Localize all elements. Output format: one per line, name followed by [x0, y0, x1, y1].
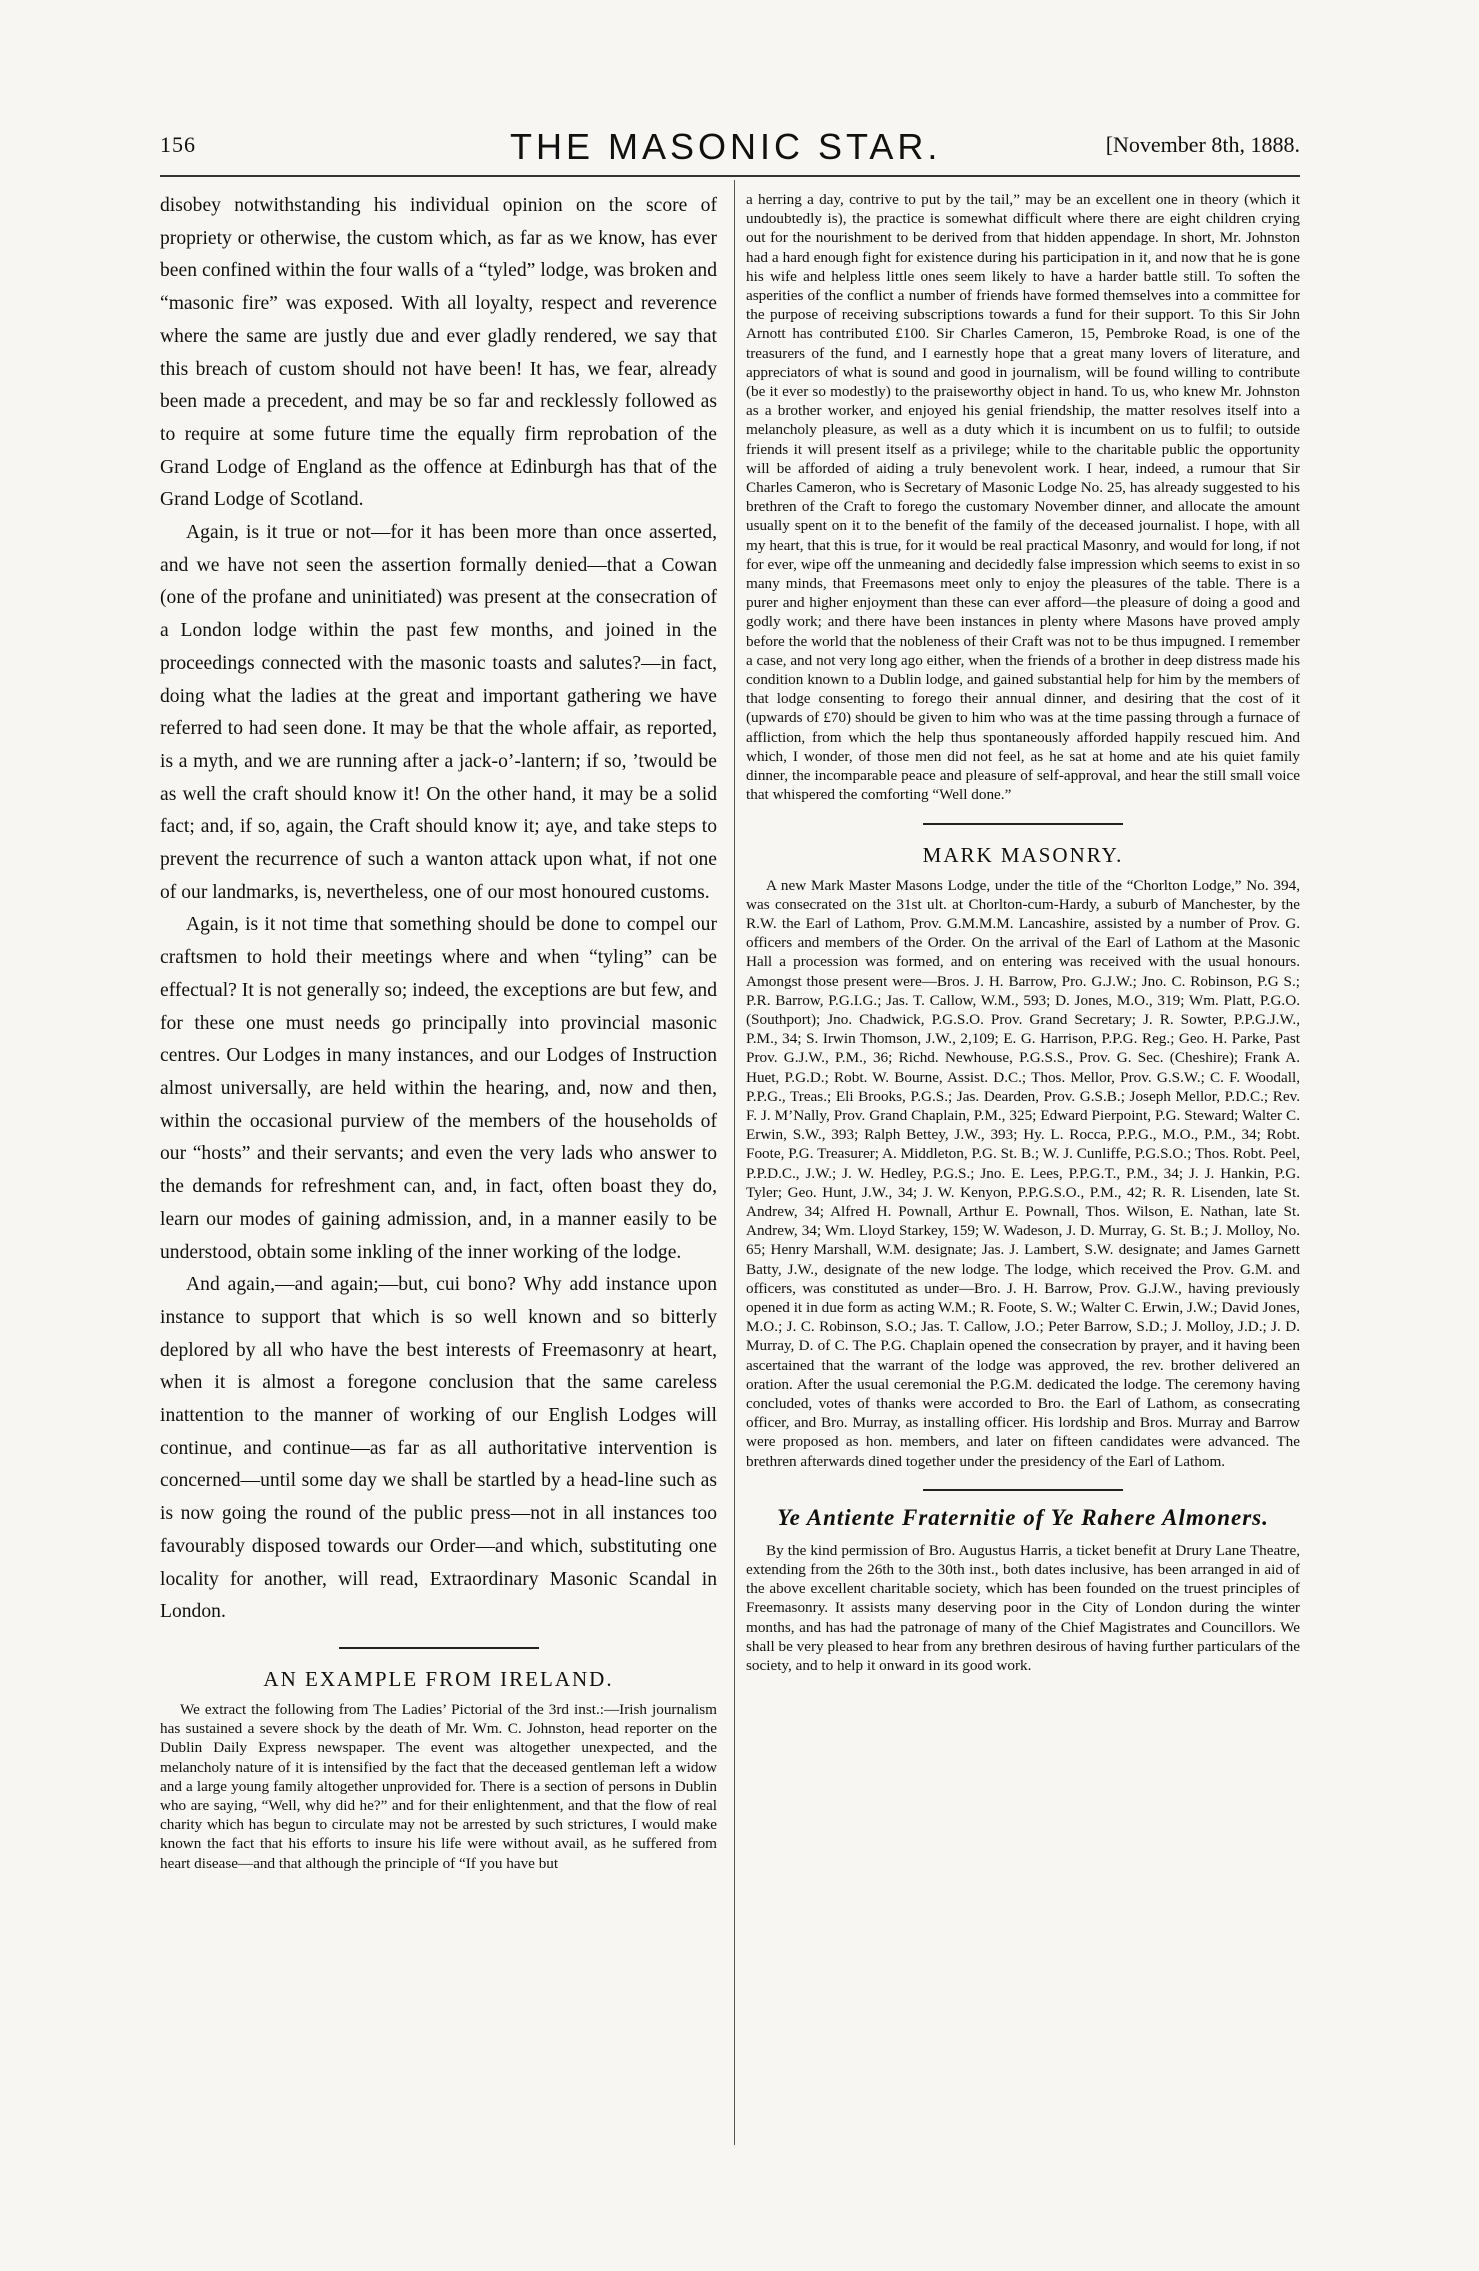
- ireland-heading: AN EXAMPLE FROM IRELAND.: [263, 1666, 614, 1691]
- almoners-paragraph: By the kind permission of Bro. Augustus Harris, a ticket benefit at Drury Lane Theatre, extending from the 26th to the 30th inst., both dates inclusive, has been arranged in aid of the above excellent charitable society, which has been founded on the truest principles of Freemasonry. It assists many deserving poor in the City of London during the winter months, and has had the patronage of many of the Chief Magistrates and Councillors. We shall be very pleased to hear from any brethren desirous of having further particulars of the society, and to help it onward in its good work.: [746, 1541, 1300, 1675]
- article-paragraph: Again, is it true or not—for it has been more than once asserted, and we have not seen the assertion formally denied—that a Cowan (one of the profane and uninitiated) was present at the consecration of a London lodge within the past few months, and joined in the proceedings connected with the masonic toasts and salutes?—in fact, doing what the ladies at the great and important gathering we have referred to had seen done. It may be that the whole affair, as reported, is a myth, and we are running after a jack-o’-lantern; if so, ’twould be as well the craft should know it! On the other hand, it may be a solid fact; and, if so, again, the Craft should know it; aye, and take steps to prevent the recurrence of such a wanton attack upon what, if not one of our landmarks, is, nevertheless, one of our most honoured customs.: [160, 522, 717, 903]
- mark-masonry-paragraph: A new Mark Master Masons Lodge, under the title of the “Chorlton Lodge,” No. 394, was consecrated on the 31st ult. at Chorlton-cum-Hardy, a suburb of Manchester, by the R.W. the Earl of Lathom, Prov. G.M.M.M. Lancashire, assisted by a number of Prov. G. officers and members of the Order. On the arrival of the Earl of Lathom at the Masonic Hall a procession was formed, and on entering was received with the usual honours. Amongst those present were—Bros. J. H. Barrow, Pro. G.J.W.; Jno. C. Robinson, P.G S.; P.R. Barrow, P.G.I.G.; Jas. T. Callow, W.M., 593; D. Jones, M.O., 319; Wm. Platt, P.G.O. (Southport); Jno. Chadwick, P.G.S.O. Prov. Grand Secretary; J. R. Sowter, P.P.G.J.W., P.M., 34; S. Irwin Thomson, J.W., 2,109; E. G. Harrison, P.P.G. Reg.; Geo. H. Parke, Past Prov. G.J.W., P.M., 36; Richd. Newhouse, P.G.S.S., Prov. G. Sec. (Cheshire); Frank A. Huet, P.G.D.; Robt. W. Bourne, Assist. D.C.; Thos. Mellor, Prov. G.S.W.; C. F. Woodall, P.P.G., Treas.; Eli Brooks, P.G.S.; Jas. Dearden, Prov. G.S.B.; Joseph Mellor, P.D.C.; Rev. F. J. M’Nally, Prov. Grand Chaplain, P.M., 325; Edward Pierpoint, P.G. Steward; Walter C. Erwin, S.W., 393; Ralph Bettey, J.W., 393; Hy. L. Rocca, P.P.G., M.O., P.M., 34; Robt. Foote, P.G. Treasurer; A. Middleton, P.G. St. B.; W. J. Cunliffe, P.G.S.O.; Thos. Robt. Peel, P.P.D.C., J.W.; J. W. Hedley, P.G.S.; Jno. E. Lees, P.P.G.T., P.M., 34; J. J. Hankin, P.G. Tyler; Geo. Hunt, J.W., 34; J. W. Kenyon, P.P.G.S.O., P.M., 42; R. R. Lisenden, late St. Andrew, 34; Alfred H. Pownall, Arthur E. Pownall, Thos. Wilson, E. Nathan, late St. Andrew, 34; Wm. Lloyd Starkey, 159; W. Wadeson, J. D. Murray, G. St. B.; J. Molloy, No. 65; Henry Marshall, W.M. designate; Jas. J. Lambert, S.W. designate; and James Garnett Batty, J.W., designate of the new lodge. The lodge, which received the Prov. G.M. and officers, was constituted as under—Bro. J. H. Barrow, Prov. G.J.W., having previously opened it in due form as acting W.M.; R. Foote, S. W.; Walter C. Erwin, J.W.; David Jones, M.O.; J. C. Robinson, S.O.; Jas. T. Callow, J.O.; Peter Barrow, S.D.; J. Molloy, J.D.; J. D. Murray, D. of C. The P.G. Chaplain opened the consecration by prayer, and it having been ascertained that the warrant of the lodge was approved, the rev. brother delivered an oration. After the usual ceremonial the P.G.M. dedicated the lodge. The ceremony having concluded, votes of thanks were accorded to Bro. the Earl of Lathom, as consecrating officer, and Bro. Murray, as installing officer. His lordship and Bros. Murray and Barrow were proposed as hon. members, and later on fifteen candidates were advanced. The brethren afterwards dined together under the presidency of the Earl of Lathom.: [746, 876, 1300, 1470]
- article-paragraph: disobey notwithstanding his individual opinion on the score of propriety or otherwise, the custom which, as far as we know, has ever been confined within the four walls of a “tyled” lodge, was broken and “masonic fire” was exposed. With all loyalty, respect and reverence where the same are justly due and ever gladly rendered, we say that this breach of custom should not have been! It has, we fear, already been made a precedent, and may be so far and recklessly followed as to require at some future time the equally firm reprobation of the Grand Lodge of England as the offence at Edinburgh has that of the Grand Lodge of Scotland.: [160, 195, 717, 511]
- masthead-title: THE MASONIC STAR.: [510, 126, 942, 167]
- editorial-article: [160, 190, 717, 1629]
- section-separator: [923, 1489, 1123, 1491]
- left-column: [160, 190, 717, 1873]
- article-paragraph: Again, is it not time that something should be done to compel our craftsmen to hold their meetings where and when “tyling” can be effectual? It is not generally so; indeed, the exceptions are but few, and for these one must needs go principally into provincial masonic centres. Our Lodges in many instances, and our Lodges of Instruction almost universally, are held within the hearing, and, now and then, within the occasional purview of the members of the households of our “hosts” and their servants; and even the very lads who answer to the demands for refreshment can, and, in fact, often boast they do, learn our modes of gaining admission, and, in a manner easily to be understood, obtain some inkling of the inner working of the lodge.: [160, 914, 717, 1263]
- page-number: 156: [160, 132, 196, 157]
- section-separator: [923, 823, 1123, 825]
- ireland-paragraph: We extract the following from The Ladies’ Pictorial of the 3rd inst.:—Irish journalism has sustained a severe shock by the death of Mr. Wm. C. Johnston, head reporter on the Dublin Daily Express newspaper. The event was altogether unexpected, and the melancholy nature of it is intensified by the fact that the deceased gentleman left a widow and a large young family altogether unprovided for. There is a section of persons in Dublin who are saying, “Well, why did he?” and for their enlightenment, and that the flow of real charity which has begun to circulate may not be arrested by such strictures, I would make known the fact that his efforts to insure his life were without avail, as he suffered from heart disease—and that although the principle of “If you have but: [160, 1700, 717, 1872]
- header-rule: [160, 175, 1300, 177]
- page-header: [160, 126, 1300, 170]
- issue-date: [November 8th, 1888.: [1105, 132, 1300, 157]
- ireland-continued: a herring a day, contrive to put by the tail,” may be an excellent one in theory (which it undoubtedly is), the practice is somewhat difficult where there are eight children crying out for the nourishment to be derived from that hidden appendage. In short, Mr. Johnston had a hard enough fight for existence during his participation in it, and now that he is gone his wife and helpless little ones seem likely to have a harder battle still. To soften the asperities of the conflict a number of friends have formed themselves into a committee for the purpose of receiving subscriptions towards a fund for their support. To this Sir John Arnott has contributed £100. Sir Charles Cameron, 15, Pembroke Road, is one of the treasurers of the fund, and I earnestly hope that a great many lovers of literature, and appreciators of what is sound and good in journalism, will be found willing to contribute (be it ever so modestly) to the praiseworthy object in hand. To us, who knew Mr. Johnston as a brother worker, and enjoyed his genial friendship, the matter resolves itself into a melancholy pleasure, as well as a duty which it is incumbent on us to fulfil; to outside friends it will present itself as a privilege; while to the charitable public the opportunity will be afforded of aiding a truly benevolent work. I hear, indeed, a rumour that Sir Charles Cameron, who is Secretary of Masonic Lodge No. 25, has already suggested to his brethren of the Craft to forego the customary November dinner, and allocate the amount usually spent on it to the benefit of the family of the deceased journalist. I hope, with all my heart, that this is true, for it would be real practical Masonry, and would for long, if not for ever, wipe off the unmeaning and decidedly false impression which seems to exist in so many minds, that Freemasons meet only to enjoy the pleasures of the table. There is a purer and higher enjoyment than these can ever afford—the pleasure of doing a good and godly work; and there have been instances in plenty where Masons have proved amply before the world that the nobleness of their Craft was not to be thus impugned. I remember a case, and not very long ago either, when the friends of a brother in deep distress made his condition known to a Dublin lodge, and gained substantial help for him by the members of that lodge consenting to forego their annual dinner, and desiring that the cost of it (upwards of £70) should be given to him who was at the time passing through a furnace of affliction, from which the help thus spontaneously afforded happily rescued him. And which, I wonder, of those men did not feel, as he sat at home and ate his quiet family dinner, the incomparable peace and pleasure of self-approval, and hear the still small voice that whispered the comforting “Well done.”: [746, 191, 1300, 804]
- section-separator: [339, 1647, 539, 1649]
- article-paragraph: And again,—and again;—but, cui bono? Why add instance upon instance to support that which is so well known and so bitterly deplored by all who have the best interests of Freemasonry at heart, when it is almost a foregone conclusion that the same careless inattention to the manner of working of our English Lodges will continue, and continue—as far as all authoritative intervention is concerned—until some day we shall be startled by a head-line such as is now going the round of the public press—not in all instances too favourably disposed towards our Order—and which, substituting one locality for another, will read, Extraordinary Masonic Scandal in London.: [160, 1274, 717, 1623]
- right-column: [746, 190, 1300, 1675]
- almoners-heading: Ye Antiente Fraternitie of Ye Rahere Almoners.: [777, 1504, 1269, 1530]
- column-divider: [734, 180, 735, 2145]
- mark-masonry-heading: MARK MASONRY.: [922, 842, 1124, 867]
